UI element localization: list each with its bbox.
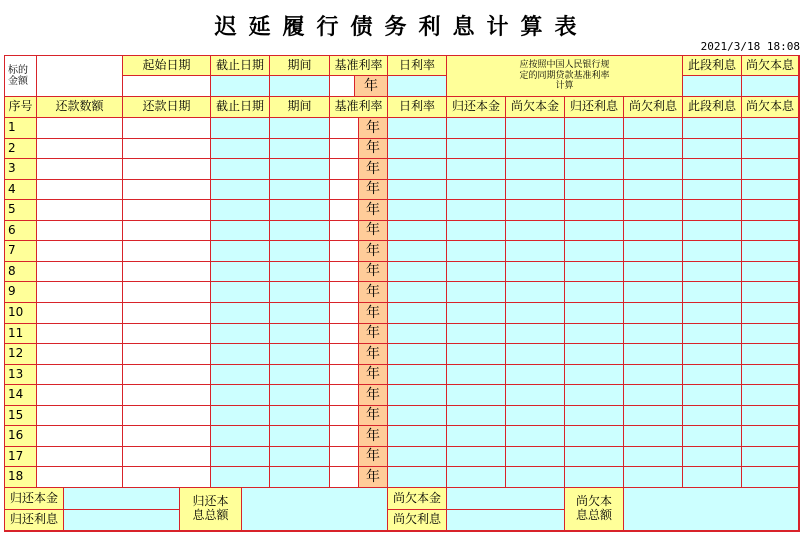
repayment-amount-cell[interactable] (37, 180, 123, 200)
base-rate-cell[interactable] (330, 180, 359, 200)
year-unit-cell: 年 (359, 282, 388, 303)
returned-principal-total (64, 488, 180, 510)
returned-interest-cell (565, 180, 624, 200)
column-header-repayment-date: 还款日期 (123, 97, 211, 118)
owed-principal-interest-cell (742, 447, 799, 467)
end-date-cell (211, 447, 270, 467)
row-number: 13 (5, 365, 37, 385)
period-cell (270, 241, 330, 262)
returned-interest-cell (565, 159, 624, 180)
owed-interest-cell (624, 385, 683, 406)
returned-principal-cell (447, 262, 506, 282)
end-date-cell (211, 467, 270, 488)
end-date-cell (211, 262, 270, 282)
daily-rate-cell (388, 467, 447, 488)
owed-principal-cell (506, 467, 565, 488)
column-header-owed-principal: 尚欠本金 (506, 97, 565, 118)
owed-principal-cell (506, 241, 565, 262)
year-unit-cell: 年 (359, 241, 388, 262)
owed-principal-cell (506, 139, 565, 159)
daily-rate-cell (388, 385, 447, 406)
year-unit-cell: 年 (359, 303, 388, 324)
year-unit-cell: 年 (359, 385, 388, 406)
returned-principal-cell (447, 426, 506, 447)
daily-rate-cell (388, 200, 447, 221)
owed-interest-cell (624, 447, 683, 467)
owed-principal-interest-value (742, 76, 799, 97)
owed-principal-interest-cell (742, 385, 799, 406)
period-interest-cell (683, 262, 742, 282)
period-cell (270, 467, 330, 488)
start-date-label: 起始日期 (123, 56, 211, 76)
owed-principal-interest-cell (742, 180, 799, 200)
daily-rate-cell (388, 324, 447, 344)
rate-note: 应按照中国人民银行规定的同期贷款基准利率计算 (447, 56, 683, 97)
daily-rate-cell (388, 241, 447, 262)
column-header-base-rate: 基准利率 (330, 97, 388, 118)
period-cell (270, 221, 330, 241)
end-date-cell (211, 426, 270, 447)
owed-interest-cell (624, 139, 683, 159)
year-unit-cell: 年 (359, 159, 388, 180)
repayment-date-cell[interactable] (123, 180, 211, 200)
end-date-cell (211, 200, 270, 221)
period-cell (270, 262, 330, 282)
year-unit-cell: 年 (359, 221, 388, 241)
returned-principal-cell (447, 385, 506, 406)
owed-principal-interest-cell (742, 406, 799, 426)
owed-principal-total (447, 488, 565, 510)
returned-principal-cell (447, 406, 506, 426)
owed-total-value (624, 488, 799, 531)
year-unit-cell: 年 (359, 324, 388, 344)
owed-principal-label: 尚欠本金 (388, 488, 447, 510)
period-interest-cell (683, 324, 742, 344)
row-number: 11 (5, 324, 37, 344)
returned-principal-cell (447, 282, 506, 303)
period-cell (270, 324, 330, 344)
repayment-amount-cell[interactable] (37, 241, 123, 262)
repayment-date-cell[interactable] (123, 118, 211, 139)
period-cell (270, 385, 330, 406)
year-unit-cell: 年 (359, 467, 388, 488)
period-cell (270, 159, 330, 180)
period-interest-cell (683, 344, 742, 365)
period-interest-cell (683, 139, 742, 159)
start-date-input[interactable] (123, 76, 211, 97)
period-cell (270, 365, 330, 385)
base-rate-cell[interactable] (330, 303, 359, 324)
period-cell (270, 447, 330, 467)
owed-principal-interest-cell (742, 365, 799, 385)
year-unit-cell: 年 (359, 344, 388, 365)
base-rate-cell[interactable] (330, 365, 359, 385)
owed-principal-interest-cell (742, 467, 799, 488)
repayment-date-cell[interactable] (123, 426, 211, 447)
end-date-cell (211, 406, 270, 426)
repayment-date-cell[interactable] (123, 282, 211, 303)
base-rate-cell[interactable] (330, 118, 359, 139)
owed-principal-interest-cell (742, 221, 799, 241)
returned-principal-cell (447, 365, 506, 385)
daily-rate-cell (388, 447, 447, 467)
repayment-amount-cell[interactable] (37, 365, 123, 385)
base-rate-cell[interactable] (330, 426, 359, 447)
owed-interest-cell (624, 180, 683, 200)
repayment-date-cell[interactable] (123, 324, 211, 344)
year-unit-cell: 年 (359, 118, 388, 139)
returned-interest-cell (565, 385, 624, 406)
returned-interest-cell (565, 262, 624, 282)
owed-principal-interest-cell (742, 139, 799, 159)
owed-principal-cell (506, 282, 565, 303)
base-rate-cell[interactable] (330, 262, 359, 282)
column-header-repayment-amount: 还款数额 (37, 97, 123, 118)
period-interest-cell (683, 241, 742, 262)
period-interest-cell (683, 118, 742, 139)
end-date-cell (211, 385, 270, 406)
end-date-cell (211, 118, 270, 139)
owed-interest-cell (624, 200, 683, 221)
repayment-date-cell[interactable] (123, 385, 211, 406)
owed-principal-interest-cell (742, 241, 799, 262)
period-interest-cell (683, 180, 742, 200)
returned-interest-cell (565, 221, 624, 241)
period-interest-value (683, 76, 742, 97)
owed-interest-cell (624, 324, 683, 344)
period-cell (270, 180, 330, 200)
column-header-period-interest: 此段利息 (683, 97, 742, 118)
column-header-index: 序号 (5, 97, 37, 118)
returned-principal-cell (447, 200, 506, 221)
base-rate-cell[interactable] (330, 159, 359, 180)
page-title: 迟延履行债务利息计算表 (214, 14, 589, 40)
column-header-daily-rate: 日利率 (388, 97, 447, 118)
owed-principal-cell (506, 344, 565, 365)
row-number: 16 (5, 426, 37, 447)
timestamp: 2021/3/18 18:08 (700, 40, 800, 53)
end-date-cell (211, 324, 270, 344)
end-date-cell (211, 221, 270, 241)
period-interest-cell (683, 467, 742, 488)
returned-interest-cell (565, 426, 624, 447)
repayment-date-cell[interactable] (123, 159, 211, 180)
end-date-value (211, 76, 270, 97)
row-number: 3 (5, 159, 37, 180)
owed-interest-cell (624, 303, 683, 324)
repayment-date-cell[interactable] (123, 221, 211, 241)
owed-principal-interest-cell (742, 303, 799, 324)
amount-input[interactable] (37, 56, 123, 97)
repayment-amount-cell[interactable] (37, 262, 123, 282)
end-date-cell (211, 282, 270, 303)
row-number: 6 (5, 221, 37, 241)
year-unit-cell: 年 (359, 139, 388, 159)
row-number: 4 (5, 180, 37, 200)
owed-principal-cell (506, 426, 565, 447)
returned-principal-cell (447, 303, 506, 324)
period-interest-cell (683, 221, 742, 241)
year-unit-cell: 年 (359, 406, 388, 426)
daily-rate-cell (388, 426, 447, 447)
base-rate-label: 基准利率 (330, 56, 388, 76)
end-date-cell (211, 180, 270, 200)
row-number: 18 (5, 467, 37, 488)
owed-interest-cell (624, 221, 683, 241)
returned-principal-cell (447, 241, 506, 262)
daily-rate-cell (388, 282, 447, 303)
owed-interest-cell (624, 262, 683, 282)
returned-interest-cell (565, 200, 624, 221)
owed-interest-cell (624, 467, 683, 488)
returned-interest-label: 归还利息 (5, 510, 64, 531)
owed-principal-cell (506, 200, 565, 221)
row-number: 2 (5, 139, 37, 159)
daily-rate-cell (388, 221, 447, 241)
period-interest-cell (683, 159, 742, 180)
daily-rate-cell (388, 262, 447, 282)
daily-rate-cell (388, 406, 447, 426)
repayment-date-cell[interactable] (123, 241, 211, 262)
row-number: 10 (5, 303, 37, 324)
repayment-amount-cell[interactable] (37, 344, 123, 365)
base-rate-cell[interactable] (330, 447, 359, 467)
returned-interest-total (64, 510, 180, 531)
owed-interest-cell (624, 426, 683, 447)
period-interest-cell (683, 282, 742, 303)
daily-rate-value (388, 76, 447, 97)
owed-interest-cell (624, 365, 683, 385)
owed-principal-cell (506, 447, 565, 467)
returned-total-label: 归还本息总额 (180, 488, 242, 531)
period-interest-cell (683, 200, 742, 221)
returned-interest-cell (565, 139, 624, 159)
row-number: 12 (5, 344, 37, 365)
row-number: 17 (5, 447, 37, 467)
owed-principal-cell (506, 262, 565, 282)
owed-principal-interest-cell (742, 324, 799, 344)
owed-principal-interest-cell (742, 426, 799, 447)
returned-interest-cell (565, 324, 624, 344)
daily-rate-cell (388, 139, 447, 159)
row-number: 15 (5, 406, 37, 426)
repayment-amount-cell[interactable] (37, 221, 123, 241)
amount-label: 标的金额 (5, 56, 37, 97)
end-date-cell (211, 303, 270, 324)
base-rate-cell[interactable] (330, 385, 359, 406)
row-number: 9 (5, 282, 37, 303)
period-value (270, 76, 330, 97)
repayment-date-cell[interactable] (123, 467, 211, 488)
period-cell (270, 200, 330, 221)
column-header-period: 期间 (270, 97, 330, 118)
returned-principal-cell (447, 139, 506, 159)
repayment-date-cell[interactable] (123, 365, 211, 385)
returned-principal-cell (447, 159, 506, 180)
repayment-date-cell[interactable] (123, 303, 211, 324)
repayment-date-cell[interactable] (123, 344, 211, 365)
repayment-amount-cell[interactable] (37, 282, 123, 303)
returned-principal-cell (447, 344, 506, 365)
base-rate-input[interactable] (330, 76, 355, 97)
returned-interest-cell (565, 303, 624, 324)
daily-rate-cell (388, 303, 447, 324)
owed-total-label: 尚欠本息总额 (565, 488, 624, 531)
owed-principal-cell (506, 180, 565, 200)
owed-principal-cell (506, 303, 565, 324)
period-interest-cell (683, 303, 742, 324)
owed-interest-label: 尚欠利息 (388, 510, 447, 531)
repayment-date-cell[interactable] (123, 262, 211, 282)
repayment-date-cell[interactable] (123, 447, 211, 467)
year-unit-cell: 年 (359, 180, 388, 200)
repayment-amount-cell[interactable] (37, 303, 123, 324)
repayment-amount-cell[interactable] (37, 159, 123, 180)
returned-principal-cell (447, 221, 506, 241)
returned-total-value (242, 488, 388, 531)
owed-principal-cell (506, 118, 565, 139)
row-number: 1 (5, 118, 37, 139)
base-rate-cell[interactable] (330, 221, 359, 241)
returned-interest-cell (565, 241, 624, 262)
returned-interest-cell (565, 344, 624, 365)
returned-interest-cell (565, 282, 624, 303)
period-interest-cell (683, 426, 742, 447)
column-header-owed-interest: 尚欠利息 (624, 97, 683, 118)
period-cell (270, 344, 330, 365)
period-interest-cell (683, 406, 742, 426)
base-rate-cell[interactable] (330, 200, 359, 221)
owed-interest-cell (624, 406, 683, 426)
daily-rate-label: 日利率 (388, 56, 447, 76)
returned-principal-cell (447, 180, 506, 200)
period-cell (270, 282, 330, 303)
year-unit-cell: 年 (359, 447, 388, 467)
base-rate-cell[interactable] (330, 467, 359, 488)
returned-principal-cell (447, 467, 506, 488)
period-interest-cell (683, 365, 742, 385)
end-date-cell (211, 344, 270, 365)
year-unit: 年 (355, 76, 388, 97)
base-rate-cell[interactable] (330, 344, 359, 365)
repayment-amount-cell[interactable] (37, 426, 123, 447)
period-cell (270, 303, 330, 324)
owed-interest-cell (624, 344, 683, 365)
repayment-amount-cell[interactable] (37, 139, 123, 159)
period-cell (270, 406, 330, 426)
repayment-amount-cell[interactable] (37, 447, 123, 467)
base-rate-cell[interactable] (330, 139, 359, 159)
owed-principal-cell (506, 406, 565, 426)
end-date-cell (211, 159, 270, 180)
period-cell (270, 139, 330, 159)
owed-principal-interest-cell (742, 344, 799, 365)
end-date-cell (211, 365, 270, 385)
daily-rate-cell (388, 344, 447, 365)
daily-rate-cell (388, 118, 447, 139)
base-rate-cell[interactable] (330, 406, 359, 426)
daily-rate-cell (388, 365, 447, 385)
row-number: 8 (5, 262, 37, 282)
owed-principal-interest-cell (742, 159, 799, 180)
daily-rate-cell (388, 159, 447, 180)
end-date-cell (211, 241, 270, 262)
returned-principal-cell (447, 324, 506, 344)
repayment-amount-cell[interactable] (37, 324, 123, 344)
row-number: 5 (5, 200, 37, 221)
owed-principal-interest-cell (742, 262, 799, 282)
year-unit-cell: 年 (359, 200, 388, 221)
returned-principal-cell (447, 447, 506, 467)
period-interest-label: 此段利息 (683, 56, 742, 76)
base-rate-cell[interactable] (330, 324, 359, 344)
year-unit-cell: 年 (359, 262, 388, 282)
column-header-returned-interest: 归还利息 (565, 97, 624, 118)
repayment-date-cell[interactable] (123, 139, 211, 159)
owed-principal-cell (506, 385, 565, 406)
owed-interest-total (447, 510, 565, 531)
end-date-label: 截止日期 (211, 56, 270, 76)
repayment-amount-cell[interactable] (37, 406, 123, 426)
returned-principal-label: 归还本金 (5, 488, 64, 510)
row-number: 7 (5, 241, 37, 262)
owed-principal-interest-label: 尚欠本息 (742, 56, 799, 76)
base-rate-cell[interactable] (330, 241, 359, 262)
owed-principal-interest-cell (742, 118, 799, 139)
owed-principal-cell (506, 324, 565, 344)
owed-principal-interest-cell (742, 282, 799, 303)
returned-interest-cell (565, 467, 624, 488)
repayment-date-cell[interactable] (123, 200, 211, 221)
repayment-amount-cell[interactable] (37, 118, 123, 139)
owed-principal-cell (506, 159, 565, 180)
returned-interest-cell (565, 447, 624, 467)
row-number: 14 (5, 385, 37, 406)
period-interest-cell (683, 447, 742, 467)
owed-principal-cell (506, 221, 565, 241)
year-unit-cell: 年 (359, 426, 388, 447)
repayment-amount-cell[interactable] (37, 467, 123, 488)
returned-interest-cell (565, 118, 624, 139)
period-interest-cell (683, 385, 742, 406)
owed-interest-cell (624, 159, 683, 180)
column-header-end-date: 截止日期 (211, 97, 270, 118)
base-rate-cell[interactable] (330, 282, 359, 303)
repayment-amount-cell[interactable] (37, 385, 123, 406)
period-cell (270, 118, 330, 139)
owed-interest-cell (624, 241, 683, 262)
owed-interest-cell (624, 282, 683, 303)
year-unit-cell: 年 (359, 365, 388, 385)
end-date-cell (211, 139, 270, 159)
returned-interest-cell (565, 365, 624, 385)
column-header-owed-principal-interest: 尚欠本息 (742, 97, 799, 118)
period-cell (270, 426, 330, 447)
returned-interest-cell (565, 406, 624, 426)
daily-rate-cell (388, 180, 447, 200)
owed-principal-cell (506, 365, 565, 385)
repayment-amount-cell[interactable] (37, 200, 123, 221)
column-header-returned-principal: 归还本金 (447, 97, 506, 118)
repayment-date-cell[interactable] (123, 406, 211, 426)
returned-principal-cell (447, 118, 506, 139)
owed-principal-interest-cell (742, 200, 799, 221)
owed-interest-cell (624, 118, 683, 139)
period-label: 期间 (270, 56, 330, 76)
